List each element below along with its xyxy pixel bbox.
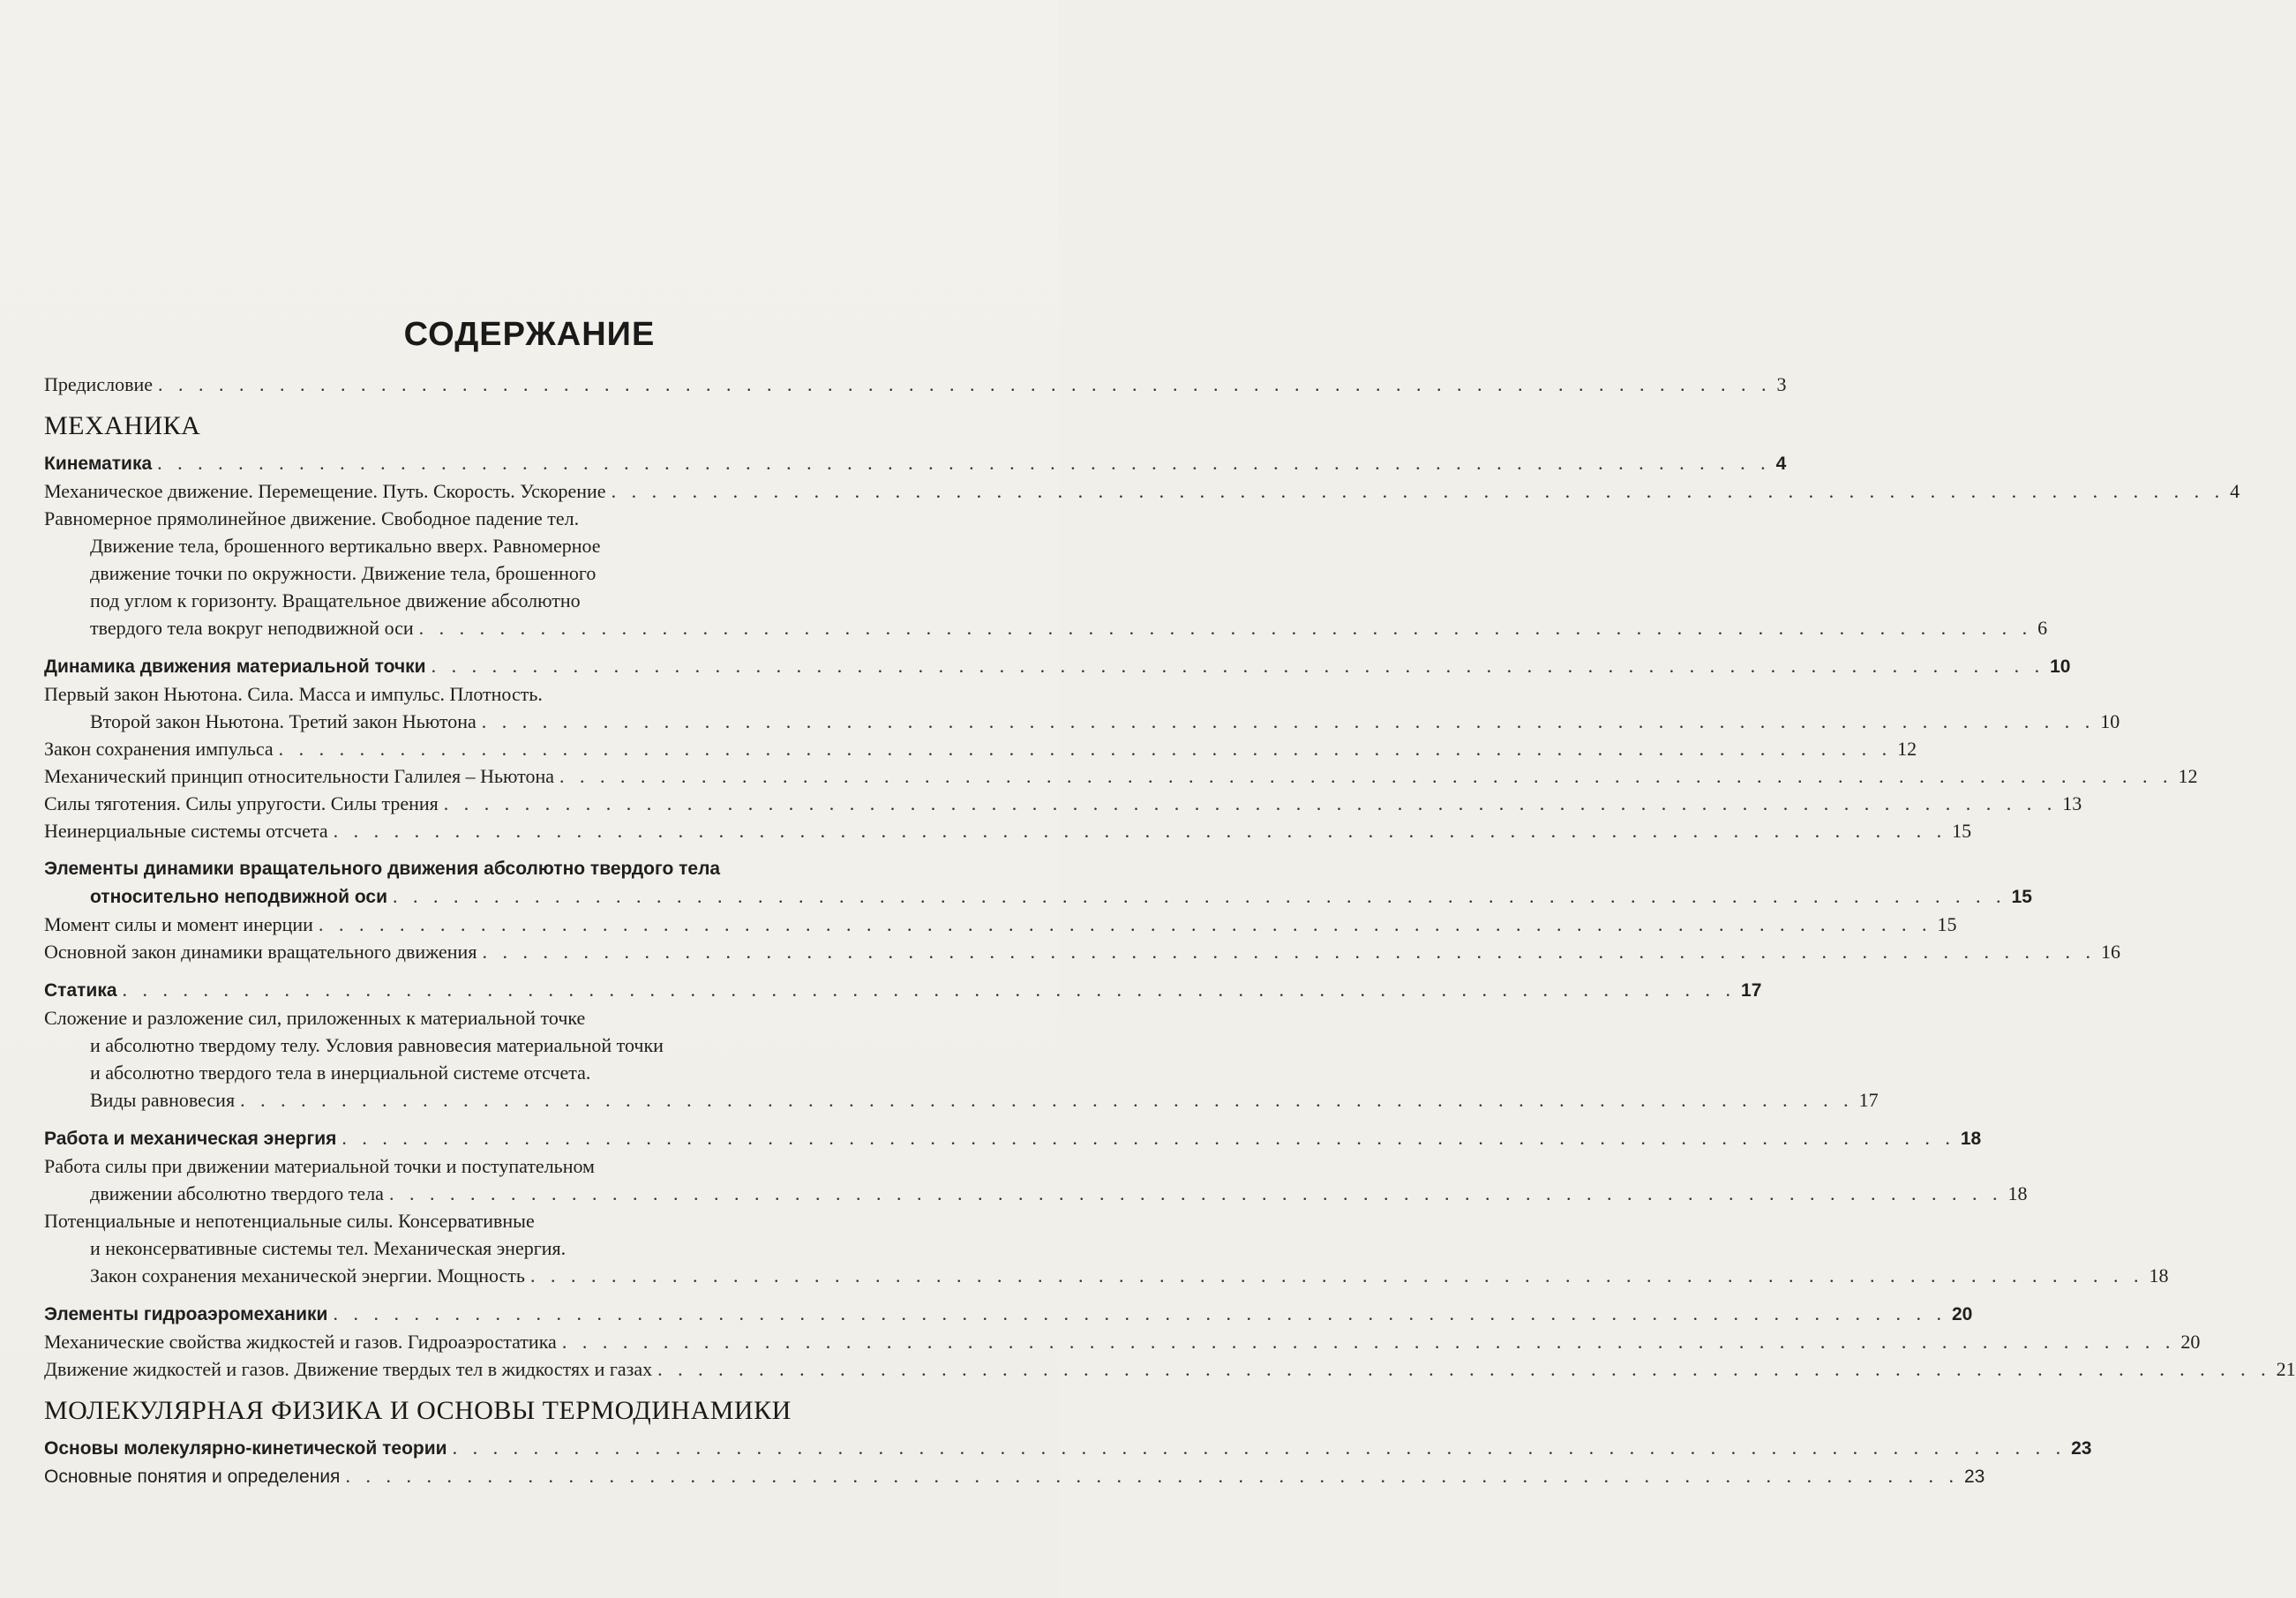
toc-entry[interactable]	[44, 1462, 1985, 1490]
toc-entry-text: Сложение и разложение сил, приложенных к материальной точке	[44, 1007, 586, 1029]
dot-leader: . . . . . . . . . . . . . . . . . . . . . . . . . . . . . . . . . . . . . . . . . . . . . . . . . . . . . . . . . . . . . . . . . . . . . . . . . . . . . . . .	[240, 1089, 1854, 1111]
toc-chapter-entry[interactable]	[44, 449, 1787, 477]
toc-entry-text: Динамика движения материальной точки	[44, 656, 426, 677]
toc-page-number: 3	[1776, 373, 1787, 395]
toc-page-number: 15	[1952, 820, 1972, 842]
toc-page-number: 4	[1775, 454, 1787, 474]
toc-page-number: 10	[2050, 656, 2071, 677]
dot-leader: . . . . . . . . . . . . . . . . . . . . . . . . . . . . . . . . . . . . . . . . . . . . . . . . . . . . . . . . . . . . . . . . . . . . . . . . . . . . . . . .	[529, 1264, 2144, 1287]
toc-entry-text: движение точки по окружности. Движение тела, брошенного	[90, 562, 597, 584]
toc-page-number: 16	[2100, 941, 2120, 963]
dot-leader: . . . . . . . . . . . . . . . . . . . . . . . . . . . . . . . . . . . . . . . . . . . . . . . . . . . . . . . . . . . . . . . . . . . . . . . . . . . . . . . .	[443, 792, 2058, 814]
toc-entry[interactable]	[44, 1355, 2296, 1383]
toc-page-number: 18	[2149, 1264, 2169, 1287]
toc-entry[interactable]	[44, 735, 1917, 762]
dot-leader: . . . . . . . . . . . . . . . . . . . . . . . . . . . . . . . . . . . . . . . . . . . . . . . . . . . . . . . . . . . . . . . . . . . . . . . . . . . . . . . .	[157, 452, 1771, 474]
toc-page-number: 18	[1960, 1129, 1982, 1149]
toc-entry-text: движении абсолютно твердого тела	[90, 1182, 384, 1204]
toc-page-number: 12	[1897, 738, 1917, 760]
toc-entry-text: Силы тяготения. Силы упругости. Силы трения	[44, 792, 439, 814]
toc-entry-text: Элементы динамики вращательного движения абсолютно твердого тела	[44, 859, 721, 879]
toc-entry-text: Работа и механическая энергия	[44, 1129, 337, 1149]
toc-entry-text: под углом к горизонту. Вращательное движение абсолютно	[90, 589, 581, 611]
toc-entry-text: и неконсервативные системы тел. Механическая энергия.	[90, 1237, 566, 1259]
toc-page-number: 4	[2230, 480, 2240, 502]
toc-section-heading: МОЛЕКУЛЯРНАЯ ФИЗИКА И ОСНОВЫ ТЕРМОДИНАМИКИ	[44, 1396, 792, 1425]
dot-leader: . . . . . . . . . . . . . . . . . . . . . . . . . . . . . . . . . . . . . . . . . . . . . . . . . . . . . . . . . . . . . . . . . . . . . . . . . . . . . . . .	[333, 820, 1947, 842]
toc-entry-text: Основы молекулярно-кинетической теории	[44, 1438, 447, 1459]
toc-entry-text: Неинерциальные системы отсчета	[44, 820, 328, 842]
toc-entry-text: Элементы гидроаэромеханики	[44, 1304, 328, 1324]
toc-entry-text: Основные понятия и определения	[44, 1467, 341, 1487]
dot-leader: . . . . . . . . . . . . . . . . . . . . . . . . . . . . . . . . . . . . . . . . . . . . . . . . . . . . . . . . . . . . . . . . . . . . . . . . . . . . . . . .	[333, 1302, 1947, 1324]
toc-page-number: 23	[2071, 1438, 2092, 1459]
toc-page-number: 20	[2180, 1331, 2201, 1353]
toc-entry-text: Виды равновесия	[90, 1089, 236, 1111]
toc-entry-text: Равномерное прямолинейное движение. Свободное падение тел.	[44, 507, 580, 529]
toc-entry-text: Механическое движение. Перемещение. Путь. Скорость. Ускорение	[44, 480, 606, 502]
toc-page-number: 20	[1951, 1304, 1973, 1324]
toc-entry-text: Кинематика	[44, 454, 153, 474]
toc-chapter-entry[interactable]	[44, 1434, 2092, 1462]
toc-entry-text: Статика	[44, 980, 117, 1001]
dot-leader: . . . . . . . . . . . . . . . . . . . . . . . . . . . . . . . . . . . . . . . . . . . . . . . . . . . . . . . . . . . . . . . . . . . . . . . . . . . . . . . .	[158, 373, 1772, 395]
toc-chapter-entry[interactable]	[44, 1300, 1973, 1328]
toc-page-number: 13	[2062, 792, 2082, 814]
toc-page-number: 10	[2100, 710, 2120, 732]
toc-entry-text: Второй закон Ньютона. Третий закон Ньютона	[90, 710, 476, 732]
toc-entry[interactable]	[44, 477, 2240, 505]
toc-entry-text: и абсолютно твердому телу. Условия равновесия материальной точки	[90, 1034, 664, 1056]
dot-leader: . . . . . . . . . . . . . . . . . . . . . . . . . . . . . . . . . . . . . . . . . . . . . . . . . . . . . . . . . . . . . . . . . . . . . . . . . . . . . . . .	[388, 1182, 2003, 1204]
toc-entry[interactable]	[44, 817, 1972, 844]
toc-entry-text: Момент силы и момент инерции	[44, 913, 313, 935]
dot-leader: . . . . . . . . . . . . . . . . . . . . . . . . . . . . . . . . . . . . . . . . . . . . . . . . . . . . . . . . . . . . . . . . . . . . . . . . . . . . . . . .	[452, 1437, 2067, 1459]
toc-page-number: 15	[2011, 887, 2032, 907]
toc-entry-text: Основной закон динамики вращательного движения	[44, 941, 477, 963]
toc-entry-text: Потенциальные и непотенциальные силы. Консервативные	[44, 1210, 535, 1232]
toc-page-number: 6	[2037, 617, 2048, 639]
toc-entry-text: Механические свойства жидкостей и газов. Гидроаэростатика	[44, 1331, 557, 1353]
dot-leader: . . . . . . . . . . . . . . . . . . . . . . . . . . . . . . . . . . . . . . . . . . . . . . . . . . . . . . . . . . . . . . . . . . . . . . . . . . . . . . . .	[611, 480, 2225, 502]
toc-section-heading: МЕХАНИКА	[44, 411, 201, 440]
toc-chapter-entry[interactable]	[44, 976, 1762, 1004]
dot-leader: . . . . . . . . . . . . . . . . . . . . . . . . . . . . . . . . . . . . . . . . . . . . . . . . . . . . . . . . . . . . . . . . . . . . . . . . . . . . . . . .	[345, 1465, 1959, 1487]
table-of-contents	[44, 371, 2296, 1490]
toc-page-number: 23	[1963, 1467, 1985, 1487]
toc-entry[interactable]	[44, 1207, 2169, 1289]
toc-page-number: 17	[1858, 1089, 1879, 1111]
dot-leader: . . . . . . . . . . . . . . . . . . . . . . . . . . . . . . . . . . . . . . . . . . . . . . . . . . . . . . . . . . . . . . . . . . . . . . . . . . . . . . . .	[418, 617, 2033, 639]
toc-chapter-entry[interactable]	[44, 1124, 1982, 1152]
toc-page-number: 15	[1937, 913, 1957, 935]
dot-leader: . . . . . . . . . . . . . . . . . . . . . . . . . . . . . . . . . . . . . . . . . . . . . . . . . . . . . . . . . . . . . . . . . . . . . . . . . . . . . . . .	[481, 710, 2096, 732]
toc-entry-text: относительно неподвижной оси	[90, 887, 388, 907]
toc-entry-text: Предисловие	[44, 373, 153, 395]
dot-leader: . . . . . . . . . . . . . . . . . . . . . . . . . . . . . . . . . . . . . . . . . . . . . . . . . . . . . . . . . . . . . . . . . . . . . . . . . . . . . . . .	[393, 885, 2007, 907]
dot-leader: . . . . . . . . . . . . . . . . . . . . . . . . . . . . . . . . . . . . . . . . . . . . . . . . . . . . . . . . . . . . . . . . . . . . . . . . . . . . . . . .	[482, 941, 2096, 963]
toc-page-number: 18	[2007, 1182, 2028, 1204]
toc-page-number: 17	[1741, 980, 1762, 1001]
toc-entry-text: Работа силы при движении материальной точки и поступательном	[44, 1155, 595, 1177]
toc-entry-text: и абсолютно твердого тела в инерциальной системе отсчета.	[90, 1062, 591, 1084]
toc-entry-text: Движение жидкостей и газов. Движение твердых тел в жидкостях и газах	[44, 1358, 653, 1380]
toc-entry[interactable]	[44, 911, 1957, 938]
toc-entry-text: Движение тела, брошенного вертикально вверх. Равномерное	[90, 535, 601, 557]
toc-page-number: 21	[2276, 1358, 2296, 1380]
toc-chapter-entry[interactable]	[44, 855, 2032, 911]
toc-entry[interactable]	[44, 1004, 1879, 1114]
toc-entry-text: Первый закон Ньютона. Сила. Масса и импульс. Плотность.	[44, 683, 543, 705]
dot-leader: . . . . . . . . . . . . . . . . . . . . . . . . . . . . . . . . . . . . . . . . . . . . . . . . . . . . . . . . . . . . . . . . . . . . . . . . . . . . . . . .	[278, 738, 1893, 760]
toc-entry-text: Механический принцип относительности Галилея – Ньютона	[44, 765, 555, 787]
toc-entry-text: Закон сохранения импульса	[44, 738, 274, 760]
dot-leader: . . . . . . . . . . . . . . . . . . . . . . . . . . . . . . . . . . . . . . . . . . . . . . . . . . . . . . . . . . . . . . . . . . . . . . . . . . . . . . . .	[318, 913, 1932, 935]
dot-leader: . . . . . . . . . . . . . . . . . . . . . . . . . . . . . . . . . . . . . . . . . . . . . . . . . . . . . . . . . . . . . . . . . . . . . . . . . . . . . . . .	[559, 765, 2173, 787]
toc-entry-text: твердого тела вокруг неподвижной оси	[90, 617, 414, 639]
dot-leader: . . . . . . . . . . . . . . . . . . . . . . . . . . . . . . . . . . . . . . . . . . . . . . . . . . . . . . . . . . . . . . . . . . . . . . . . . . . . . . . .	[561, 1331, 2176, 1353]
dot-leader: . . . . . . . . . . . . . . . . . . . . . . . . . . . . . . . . . . . . . . . . . . . . . . . . . . . . . . . . . . . . . . . . . . . . . . . . . . . . . . . .	[657, 1358, 2271, 1380]
toc-page-number: 12	[2178, 765, 2198, 787]
toc-entry[interactable]	[44, 505, 2048, 641]
dot-leader: . . . . . . . . . . . . . . . . . . . . . . . . . . . . . . . . . . . . . . . . . . . . . . . . . . . . . . . . . . . . . . . . . . . . . . . . . . . . . . . .	[341, 1127, 1955, 1149]
page-title: СОДЕРЖАНИЕ	[403, 316, 656, 353]
toc-entry[interactable]	[44, 762, 2198, 790]
toc-entry[interactable]	[44, 1152, 2028, 1207]
toc-chapter-entry[interactable]	[44, 652, 2071, 680]
toc-entry[interactable]	[44, 938, 2120, 965]
toc-entry[interactable]	[44, 371, 1787, 398]
toc-entry[interactable]	[44, 790, 2082, 817]
toc-entry-text: Закон сохранения механической энергии. Мощность	[90, 1264, 525, 1287]
dot-leader: . . . . . . . . . . . . . . . . . . . . . . . . . . . . . . . . . . . . . . . . . . . . . . . . . . . . . . . . . . . . . . . . . . . . . . . . . . . . . . . .	[431, 655, 2045, 677]
toc-entry[interactable]	[44, 680, 2120, 735]
toc-entry[interactable]	[44, 1328, 2201, 1355]
dot-leader: . . . . . . . . . . . . . . . . . . . . . . . . . . . . . . . . . . . . . . . . . . . . . . . . . . . . . . . . . . . . . . . . . . . . . . . . . . . . . . . .	[122, 979, 1737, 1001]
